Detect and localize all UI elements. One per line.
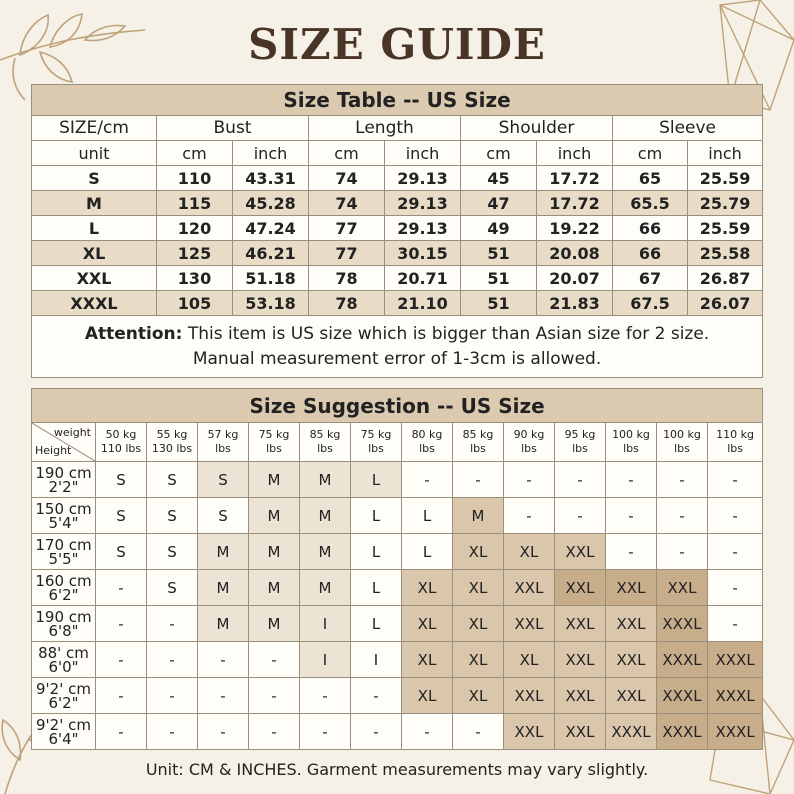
suggested-size: M — [300, 534, 351, 570]
suggested-size: - — [198, 714, 249, 750]
weight-kg: 85 kg — [462, 428, 494, 441]
suggested-size: - — [96, 678, 147, 714]
weight-lbs: lbs — [572, 442, 588, 455]
weight-header — [198, 423, 249, 462]
suggested-size: - — [147, 642, 198, 678]
suggested-size: S — [198, 462, 249, 498]
corner-height-label: Height — [35, 444, 72, 457]
height-cm: 190 cm — [35, 463, 92, 482]
unit-cell: cm — [309, 141, 385, 166]
suggested-size: XXXL — [657, 714, 708, 750]
weight-lbs: lbs — [470, 442, 486, 455]
size-table — [31, 84, 763, 378]
weight-kg: 75 kg — [360, 428, 392, 441]
attention-label: Attention: — [84, 323, 183, 344]
size-value: 25.59 — [688, 166, 763, 191]
suggested-size: S — [147, 462, 198, 498]
suggested-size: - — [708, 606, 763, 642]
suggested-size: XL — [453, 570, 504, 606]
size-table-title: Size Table -- US Size — [32, 85, 763, 116]
attention-text: This item is US size which is bigger than Asian size for 2 size. — [182, 323, 710, 344]
suggested-size: XXXL — [708, 714, 763, 750]
suggested-size: XXL — [657, 570, 708, 606]
suggested-size: - — [402, 714, 453, 750]
height-ft: 6'2" — [48, 693, 79, 712]
weight-kg: 85 kg — [309, 428, 341, 441]
suggested-size: XL — [504, 642, 555, 678]
suggested-size: - — [147, 606, 198, 642]
suggested-size: I — [300, 606, 351, 642]
size-row — [32, 291, 763, 316]
height-label — [32, 570, 96, 606]
suggested-size: - — [402, 462, 453, 498]
weight-kg: 50 kg — [105, 428, 137, 441]
suggested-size: XXXL — [606, 714, 657, 750]
weight-header — [147, 423, 198, 462]
size-value: 53.18 — [233, 291, 309, 316]
unit-cell: inch — [233, 141, 309, 166]
suggested-size: XXL — [504, 678, 555, 714]
size-row — [32, 166, 763, 191]
suggested-size: XXL — [504, 570, 555, 606]
height-ft: 2'2" — [48, 477, 79, 496]
suggested-size: XXXL — [657, 678, 708, 714]
suggested-size: S — [96, 534, 147, 570]
size-suggestion-table — [31, 388, 763, 750]
suggested-size: M — [453, 498, 504, 534]
suggested-size: M — [300, 570, 351, 606]
suggested-size: XXL — [606, 678, 657, 714]
weight-lbs: 130 lbs — [151, 442, 193, 455]
height-ft: 6'8" — [48, 621, 79, 640]
height-ft: 6'0" — [48, 657, 79, 676]
suggested-size: XL — [402, 570, 453, 606]
size-value: 51 — [461, 266, 537, 291]
suggested-size: - — [708, 534, 763, 570]
weight-lbs: lbs — [317, 442, 333, 455]
suggested-size: - — [351, 678, 402, 714]
unit-cell: cm — [157, 141, 233, 166]
height-cm: 190 cm — [35, 607, 92, 626]
suggested-size: S — [147, 534, 198, 570]
size-value: 66 — [613, 241, 688, 266]
unit-row — [32, 141, 763, 166]
weight-kg: 75 kg — [258, 428, 290, 441]
size-value: 20.08 — [537, 241, 613, 266]
size-value: 51.18 — [233, 266, 309, 291]
weight-header — [300, 423, 351, 462]
weight-kg: 100 kg — [612, 428, 650, 441]
size-value: 29.13 — [385, 191, 461, 216]
size-value: 30.15 — [385, 241, 461, 266]
weight-header — [657, 423, 708, 462]
size-value: 67 — [613, 266, 688, 291]
suggested-size: XXL — [555, 678, 606, 714]
size-value: 19.22 — [537, 216, 613, 241]
suggested-size: - — [96, 714, 147, 750]
size-value: 47 — [461, 191, 537, 216]
weight-kg: 55 kg — [156, 428, 188, 441]
suggested-size: L — [351, 570, 402, 606]
suggested-size: S — [147, 498, 198, 534]
suggested-size: XXXL — [657, 642, 708, 678]
suggestion-row — [32, 678, 763, 714]
size-value: 125 — [157, 241, 233, 266]
header-bust: Bust — [157, 116, 309, 141]
size-row — [32, 241, 763, 266]
corner-weight-label: weight — [53, 426, 91, 439]
size-value: 26.07 — [688, 291, 763, 316]
weight-kg: 90 kg — [513, 428, 545, 441]
size-value: 120 — [157, 216, 233, 241]
attention-note — [32, 316, 763, 378]
header-shoulder: Shoulder — [461, 116, 613, 141]
size-value: 47.24 — [233, 216, 309, 241]
suggested-size: - — [249, 714, 300, 750]
suggested-size: XXL — [555, 606, 606, 642]
suggested-size: - — [504, 498, 555, 534]
size-value: 77 — [309, 241, 385, 266]
suggested-size: - — [351, 714, 402, 750]
suggestion-row — [32, 606, 763, 642]
suggested-size: - — [657, 498, 708, 534]
suggestion-row — [32, 642, 763, 678]
unit-cell: inch — [537, 141, 613, 166]
page-title: SIZE GUIDE — [248, 20, 546, 69]
size-value: 74 — [309, 191, 385, 216]
size-value: 78 — [309, 266, 385, 291]
size-value: 20.71 — [385, 266, 461, 291]
suggested-size: M — [249, 570, 300, 606]
weight-header — [96, 423, 147, 462]
weight-kg: 80 kg — [411, 428, 443, 441]
suggested-size: - — [453, 462, 504, 498]
suggested-size: XL — [453, 642, 504, 678]
weight-lbs: lbs — [215, 442, 231, 455]
size-value: 29.13 — [385, 166, 461, 191]
suggested-size: M — [300, 462, 351, 498]
suggestion-row — [32, 498, 763, 534]
height-label — [32, 606, 96, 642]
weight-lbs: lbs — [419, 442, 435, 455]
suggestion-row — [32, 534, 763, 570]
size-value: 78 — [309, 291, 385, 316]
suggested-size: - — [198, 678, 249, 714]
suggested-size: XXL — [606, 570, 657, 606]
size-value: 25.59 — [688, 216, 763, 241]
suggestion-row — [32, 714, 763, 750]
weight-lbs: lbs — [727, 442, 743, 455]
height-ft: 6'2" — [48, 585, 79, 604]
weight-lbs: lbs — [368, 442, 384, 455]
height-label — [32, 714, 96, 750]
weight-header — [504, 423, 555, 462]
height-cm: 160 cm — [35, 571, 92, 590]
suggestion-row — [32, 462, 763, 498]
suggested-size: S — [96, 462, 147, 498]
corner-cell — [32, 423, 96, 462]
size-label: M — [32, 191, 157, 216]
size-value: 17.72 — [537, 191, 613, 216]
suggested-size: M — [198, 570, 249, 606]
weight-lbs: lbs — [674, 442, 690, 455]
height-label — [32, 534, 96, 570]
suggested-size: - — [708, 498, 763, 534]
suggested-size: XXL — [504, 606, 555, 642]
suggested-size: XXXL — [657, 606, 708, 642]
size-row — [32, 216, 763, 241]
suggested-size: XL — [504, 534, 555, 570]
size-value: 110 — [157, 166, 233, 191]
weight-lbs: 110 lbs — [100, 442, 142, 455]
suggested-size: - — [198, 642, 249, 678]
height-label — [32, 462, 96, 498]
footer-note: Unit: CM & INCHES. Garment measurements may vary slightly. — [145, 760, 649, 779]
weight-header — [453, 423, 504, 462]
size-label: L — [32, 216, 157, 241]
height-cm: 150 cm — [35, 499, 92, 518]
suggested-size: - — [453, 714, 504, 750]
height-cm: 9'2' cm — [36, 715, 91, 734]
size-value: 77 — [309, 216, 385, 241]
weight-header — [708, 423, 763, 462]
suggested-size: I — [351, 642, 402, 678]
weight-header — [606, 423, 657, 462]
size-value: 25.79 — [688, 191, 763, 216]
unit-cell: inch — [688, 141, 763, 166]
weight-header-row — [32, 423, 763, 462]
height-cm: 9'2' cm — [36, 679, 91, 698]
height-ft: 5'5" — [48, 549, 79, 568]
size-label: XL — [32, 241, 157, 266]
suggested-size: - — [96, 570, 147, 606]
suggested-size: - — [147, 714, 198, 750]
size-value: 20.07 — [537, 266, 613, 291]
weight-header — [555, 423, 606, 462]
size-label: S — [32, 166, 157, 191]
suggested-size: I — [300, 642, 351, 678]
weight-kg: 57 kg — [207, 428, 239, 441]
suggested-size: XXL — [606, 606, 657, 642]
weight-kg: 110 kg — [716, 428, 755, 441]
suggested-size: - — [555, 498, 606, 534]
size-value: 17.72 — [537, 166, 613, 191]
suggested-size: XXL — [606, 642, 657, 678]
suggested-size: XXXL — [708, 678, 763, 714]
suggested-size: M — [198, 606, 249, 642]
suggested-size: XXL — [504, 714, 555, 750]
suggested-size: XXXL — [708, 642, 763, 678]
size-value: 21.10 — [385, 291, 461, 316]
height-label — [32, 642, 96, 678]
suggested-size: M — [198, 534, 249, 570]
size-value: 74 — [309, 166, 385, 191]
unit-cell: cm — [461, 141, 537, 166]
weight-header — [351, 423, 402, 462]
size-value: 130 — [157, 266, 233, 291]
size-value: 115 — [157, 191, 233, 216]
size-row — [32, 191, 763, 216]
unit-cell: unit — [32, 141, 157, 166]
suggested-size: - — [504, 462, 555, 498]
suggested-size: L — [351, 606, 402, 642]
size-value: 51 — [461, 241, 537, 266]
suggested-size: XXL — [555, 642, 606, 678]
size-value: 26.87 — [688, 266, 763, 291]
weight-lbs: lbs — [623, 442, 639, 455]
size-value: 29.13 — [385, 216, 461, 241]
suggested-size: XXL — [555, 714, 606, 750]
attention-line2: Manual measurement error of 1-3cm is allowed. — [192, 348, 602, 369]
suggested-size: - — [708, 462, 763, 498]
suggested-size: M — [300, 498, 351, 534]
suggested-size: - — [249, 642, 300, 678]
size-label: XXL — [32, 266, 157, 291]
suggested-size: XL — [402, 678, 453, 714]
size-value: 25.58 — [688, 241, 763, 266]
suggested-size: - — [249, 678, 300, 714]
suggested-size: - — [606, 498, 657, 534]
height-cm: 88' cm — [38, 643, 89, 662]
size-value: 105 — [157, 291, 233, 316]
suggested-size: L — [351, 462, 402, 498]
suggested-size: XL — [453, 678, 504, 714]
suggested-size: XL — [402, 642, 453, 678]
size-value: 66 — [613, 216, 688, 241]
height-label — [32, 678, 96, 714]
suggested-size: XL — [453, 534, 504, 570]
height-ft: 5'4" — [48, 513, 79, 532]
suggested-size: - — [147, 678, 198, 714]
size-value: 21.83 — [537, 291, 613, 316]
suggested-size: - — [300, 678, 351, 714]
suggested-size: XXL — [555, 570, 606, 606]
suggested-size: M — [249, 606, 300, 642]
suggested-size: S — [198, 498, 249, 534]
size-value: 51 — [461, 291, 537, 316]
suggested-size: L — [402, 534, 453, 570]
header-sleeve: Sleeve — [613, 116, 763, 141]
suggested-size: M — [249, 462, 300, 498]
size-value: 45.28 — [233, 191, 309, 216]
height-ft: 6'4" — [48, 729, 79, 748]
suggested-size: XXL — [555, 534, 606, 570]
height-label — [32, 498, 96, 534]
unit-cell: inch — [385, 141, 461, 166]
suggested-size: M — [249, 498, 300, 534]
suggestion-table-title: Size Suggestion -- US Size — [32, 389, 763, 423]
header-size: SIZE/cm — [32, 116, 157, 141]
size-value: 67.5 — [613, 291, 688, 316]
suggested-size: L — [402, 498, 453, 534]
suggested-size: - — [555, 462, 606, 498]
weight-kg: 100 kg — [663, 428, 701, 441]
suggested-size: S — [147, 570, 198, 606]
size-value: 65.5 — [613, 191, 688, 216]
size-row — [32, 266, 763, 291]
suggested-size: - — [96, 606, 147, 642]
suggested-size: - — [657, 534, 708, 570]
weight-header — [249, 423, 300, 462]
suggested-size: - — [606, 462, 657, 498]
size-value: 45 — [461, 166, 537, 191]
suggested-size: - — [606, 534, 657, 570]
header-length: Length — [309, 116, 461, 141]
weight-lbs: lbs — [266, 442, 282, 455]
height-cm: 170 cm — [35, 535, 92, 554]
suggested-size: - — [96, 642, 147, 678]
size-value: 46.21 — [233, 241, 309, 266]
suggested-size: L — [351, 498, 402, 534]
weight-header — [402, 423, 453, 462]
suggested-size: XL — [402, 606, 453, 642]
weight-kg: 95 kg — [564, 428, 596, 441]
suggested-size: M — [249, 534, 300, 570]
weight-lbs: lbs — [521, 442, 537, 455]
unit-cell: cm — [613, 141, 688, 166]
size-value: 43.31 — [233, 166, 309, 191]
suggested-size: - — [300, 714, 351, 750]
suggested-size: - — [708, 570, 763, 606]
size-label: XXXL — [32, 291, 157, 316]
suggested-size: XL — [453, 606, 504, 642]
size-value: 65 — [613, 166, 688, 191]
size-value: 49 — [461, 216, 537, 241]
suggested-size: - — [657, 462, 708, 498]
suggestion-row — [32, 570, 763, 606]
suggested-size: L — [351, 534, 402, 570]
suggested-size: S — [96, 498, 147, 534]
